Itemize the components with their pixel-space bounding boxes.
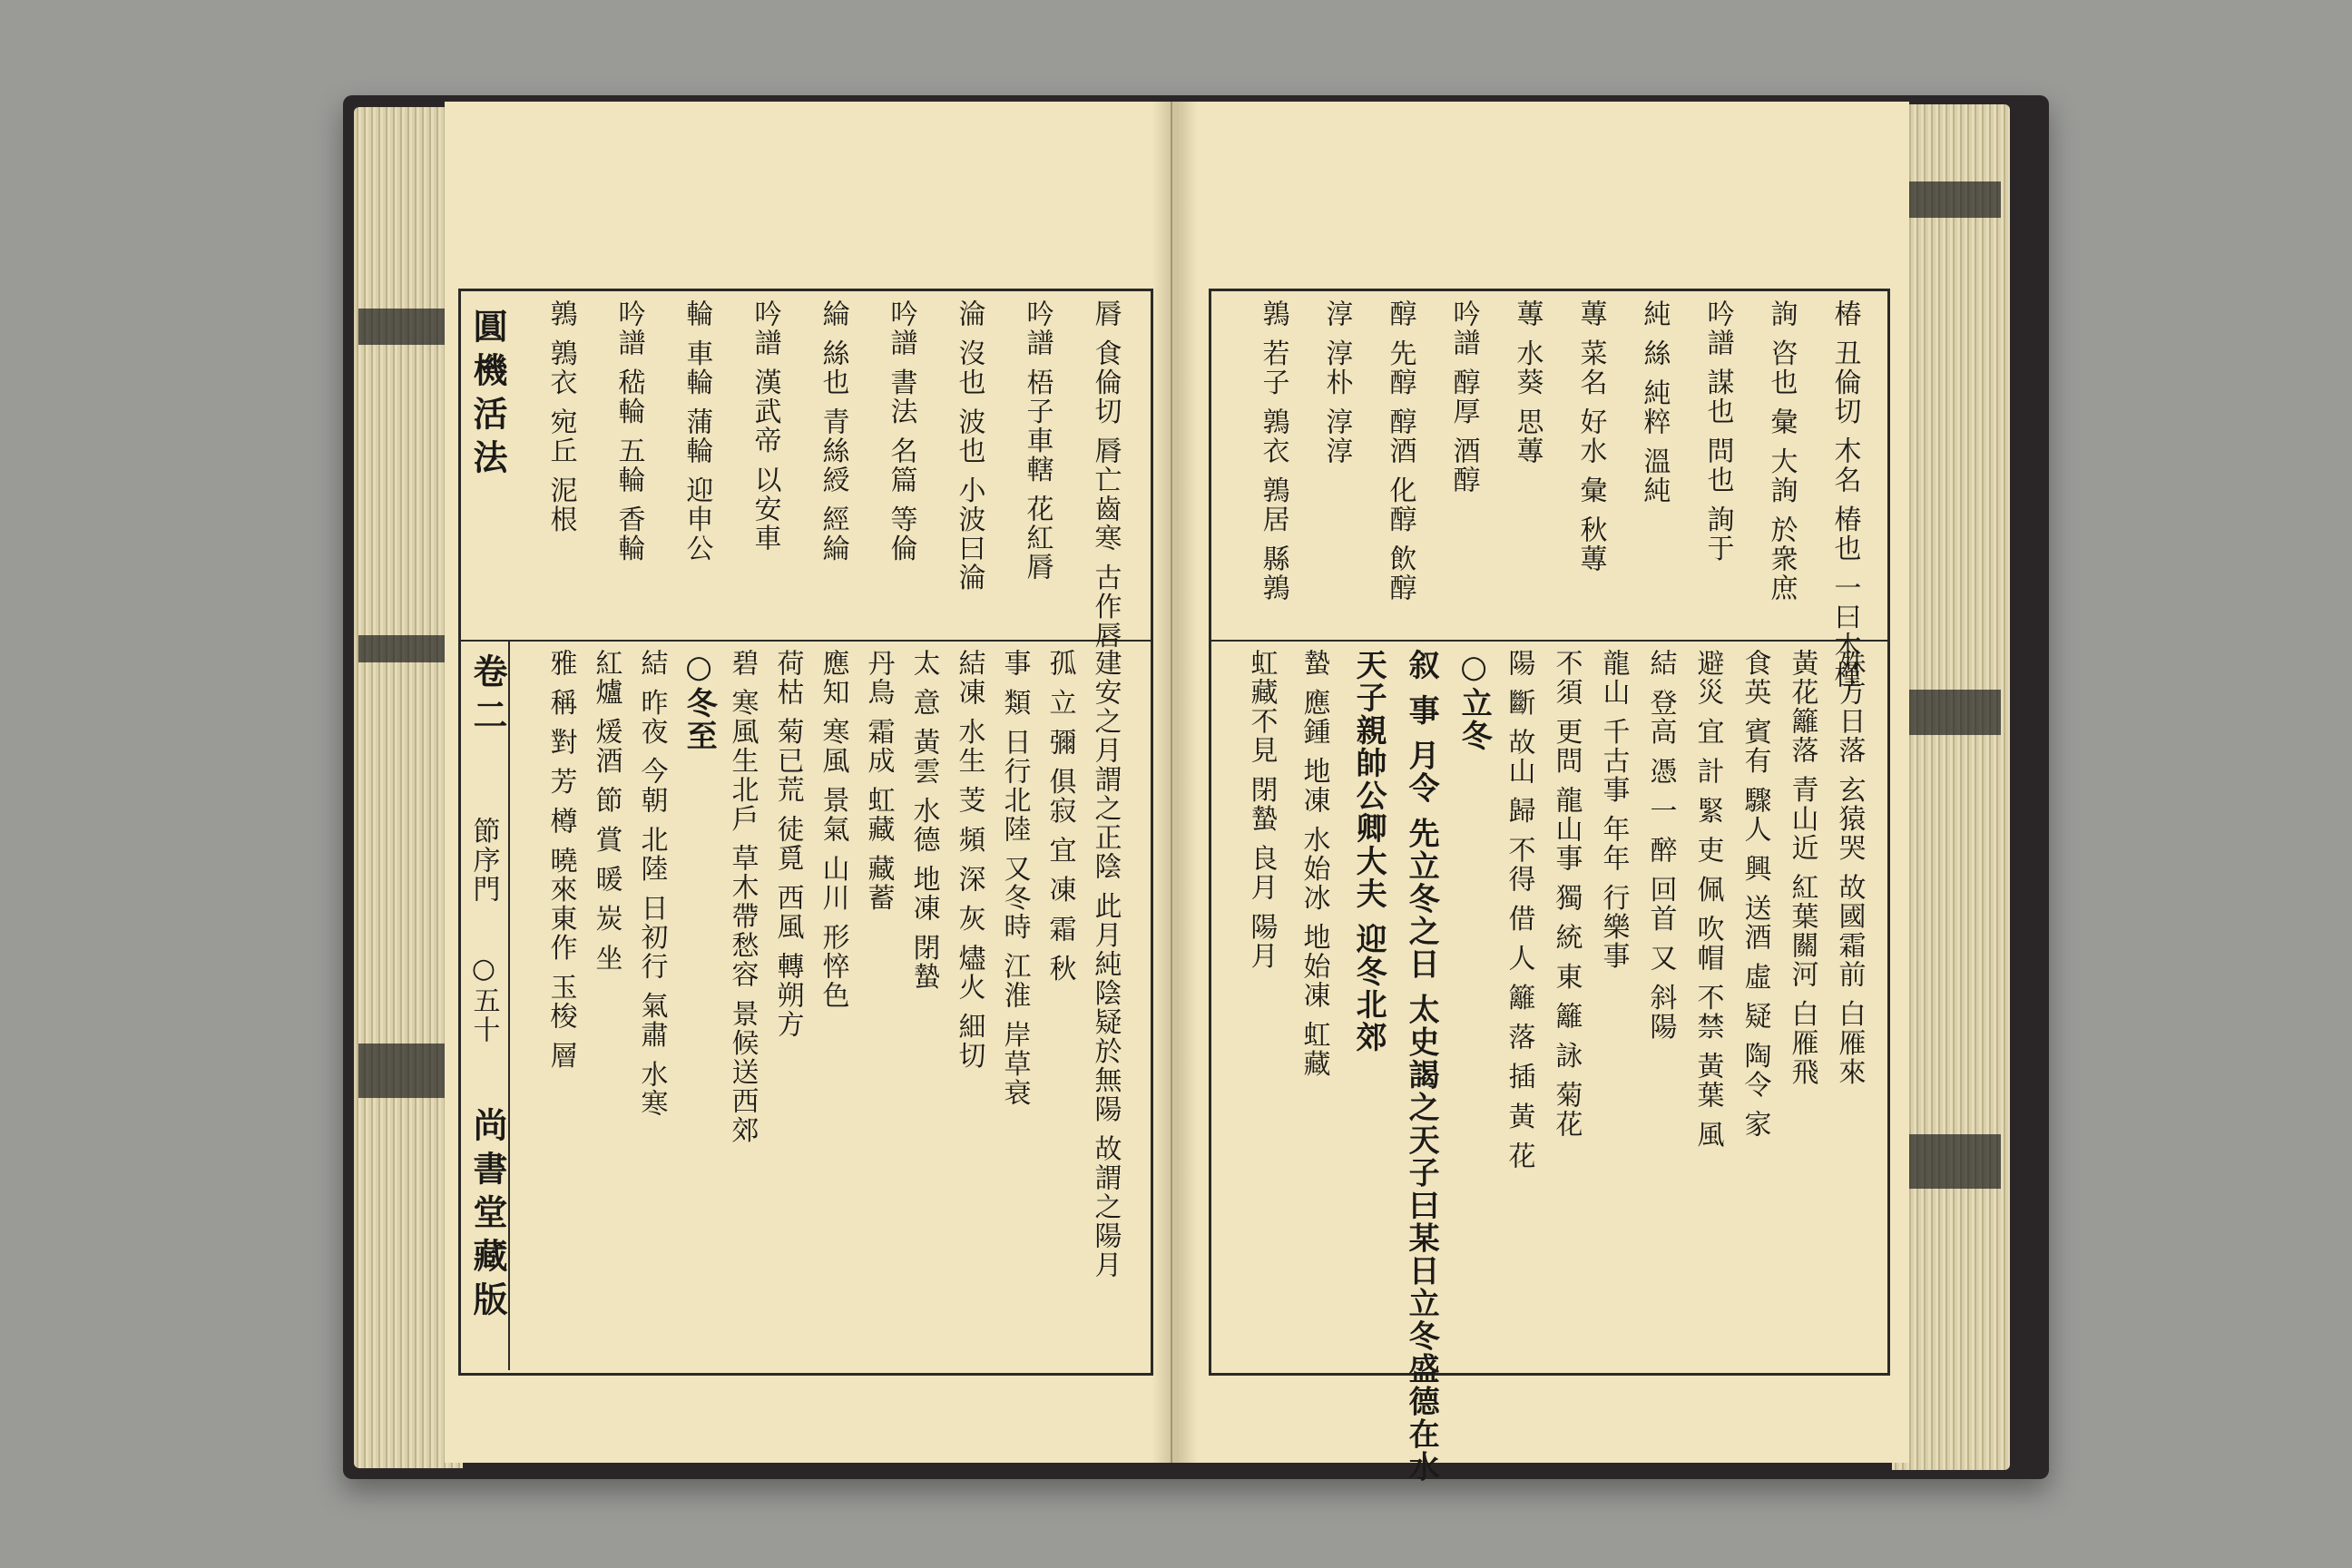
edge-ink-mark [1901,690,2001,735]
edge-ink-mark [358,1044,458,1098]
right-body-column: 龍山 千古事 年年 行樂事 [1597,649,1630,971]
left-body-column: 紅爐 煖酒 節 賞 暖 炭 坐 [590,649,622,974]
right-gloss-column: 吟譜 醇厚 酒醇 [1447,299,1480,495]
edge-ink-mark [1901,181,2001,218]
right-body-column: 蟄 應鍾 地凍 水始冰 地始凍 虹藏 [1298,649,1330,1079]
left-body-column: 建安之月謂之正陰 此月純陰疑於無陽 故謂之陽月 [1089,649,1122,1280]
volume-label: 卷二 [467,653,508,740]
left-body-column: 事 類 日行北陸 又冬時 江淮 岸草衰 [998,649,1031,1108]
left-gloss-column: 吟譜 漢武帝 以安車 [749,299,781,554]
right-gloss-column: 蓴 水葵 思蓴 [1511,299,1544,466]
left-gloss-column: 吟譜 嵇輪 五輪 香輪 [612,299,645,564]
right-gloss-column: 淳 淳朴 淳淳 [1320,299,1353,466]
right-body-column: 虹藏不見 閉蟄 良月 陽月 [1245,649,1278,971]
right-body-column: 不須 更問 龍山事 獨 統 東 籬 詠 菊花 [1550,649,1583,1140]
edge-ink-mark [358,635,458,662]
left-body-column: 太 意 黃雲 水德 地凍 閉蟄 [907,649,940,992]
right-gloss-column: 詢 咨也 彙 大詢 於衆庶 [1765,299,1798,603]
edge-ink-mark [358,309,458,345]
left-gloss-column: 淪 沒也 波也 小波曰淪 [953,299,985,593]
right-gloss-column: 蓴 菜名 好水 彙 秋蓴 [1574,299,1607,574]
left-body-column: 荷枯 菊已荒 徒覓 西風 轉朔方 [771,649,804,1040]
right-page-edges [1892,104,2010,1470]
book-gutter [1152,102,1198,1463]
left-gloss-divider [458,640,1151,642]
section-label: 節序門 [467,817,500,904]
publisher-label: 尚書堂藏版 [467,1107,508,1325]
left-body-column: 結 昨夜 今朝 北陸 日初行 氣肅 水寒 [635,649,668,1119]
left-gloss-column: 吟譜 梧子車轄 花紅脣 [1021,299,1054,583]
left-body-column: 孤 立 彌 俱寂 宜 凍 霜 秋 [1044,649,1076,984]
right-gloss-column: 椿 丑倫切 木名 椿也 一曰木槿 [1828,299,1861,691]
left-body-column: 結凍 水生 芰 頻 深 灰 燼火 細切 [953,649,985,1071]
right-body-column: 天子親帥公卿大夫 迎冬北郊 [1350,649,1387,1054]
left-body-column: 雅 稱 對 芳 樽 曉來東作 玉梭 層 [544,649,577,1071]
right-gloss-column: 純 絲 純粹 溫純 [1638,299,1671,505]
right-gloss-divider [1209,640,1887,642]
left-body-column: 碧 寒風生北戶 草木帶愁容 景候送西郊 [726,649,759,1145]
right-body-column: 避災 宜 計 緊 吏 佩 吹帽 不禁 黃葉 風 [1691,649,1724,1150]
left-gloss-column: 脣 食倫切 脣亡齒寒 古作唇 [1089,299,1122,651]
left-body-column: 丹鳥 霜成 虹藏 藏蓄 [862,649,895,913]
edge-ink-mark [1901,1134,2001,1189]
right-body-column: 黃花籬落 青山近 紅葉關河 白雁飛 [1786,649,1818,1087]
right-section-heading: ○立冬 [1455,649,1493,752]
right-gloss-column: 鶉 若子 鶉衣 鶉居 縣鶉 [1257,299,1289,603]
left-gloss-column: 輪 車輪 蒲輪 迎申公 [681,299,713,564]
right-gloss-column: 吟譜 謀也 問也 詢于 [1701,299,1734,564]
right-body-column: 殊方日落 玄猿哭 故國霜前 白雁來 [1833,649,1866,1087]
left-gloss-column: 綸 絲也 青絲綬 經綸 [817,299,849,564]
right-body-column: 叙 事 月令 先立冬之日 太史謁之天子曰某日立冬盛德在水 [1403,649,1440,1484]
left-gloss-column: 吟譜 書法 名篇 等倫 [885,299,917,564]
left-body-column: 應知 寒風 景氣 山川 形悴色 [817,649,849,1011]
right-body-column: 食英 賓有 驟人 興 送酒 虛 疑 陶令 家 [1739,649,1771,1140]
right-body-column: 陽 斷 故山 歸 不得 借 人 籬 落 插 黃 花 [1503,649,1535,1171]
left-gloss-column: 鶉 鶉衣 宛丘 泥根 [544,299,577,534]
book-title: 圓機活法 [467,309,508,483]
left-section-heading: ○冬至 [681,649,718,752]
page-number: ○五十 [467,953,500,1044]
right-body-column: 結 登高 憑 一 醉 回首 又 斜陽 [1644,649,1677,1042]
right-gloss-column: 醇 先醇 醇酒 化醇 飲醇 [1384,299,1416,603]
